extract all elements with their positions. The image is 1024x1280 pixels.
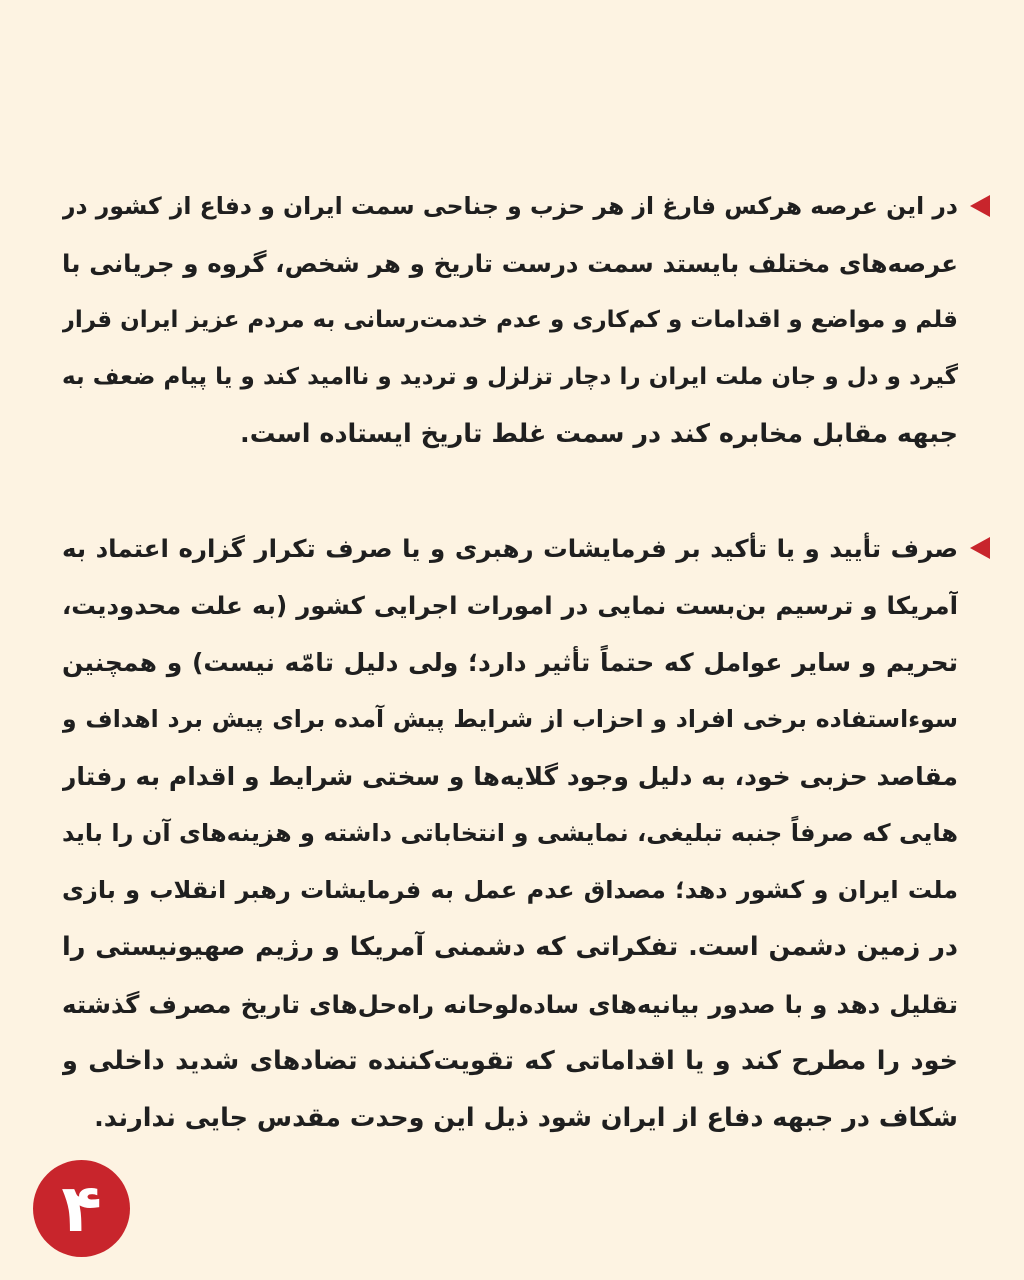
- paragraph-line: تحریم و سایر عوامل که حتماً تأثیر دارد؛ ولی دلیل تامّه نیست) و همچنین: [62, 648, 958, 677]
- page-number-badge: ۴: [33, 1160, 130, 1257]
- paragraph-line: صرف تأیید و یا تأکید بر فرمایشات رهبری و یا صرف تکرار گزاره اعتماد به: [62, 534, 958, 563]
- paragraph-line: قلم و مواضع و اقدامات و کم‌کاری و عدم خدمت‌رسانی به مردم عزیز ایران قرار: [62, 307, 958, 333]
- paragraph-line: شکاف در جبهه دفاع از ایران شود ذیل این وحدت مقدس جایی ندارند.: [94, 1103, 958, 1133]
- triangle-bullet-icon: [970, 195, 990, 217]
- paragraph-line: تقلیل دهد و با صدور بیانیه‌های ساده‌لوحانه راه‌حل‌های تاریخ مصرف گذشته: [62, 990, 958, 1019]
- paragraph-line: در زمین دشمن است. تفکراتی که دشمنی آمریکا و رژیم صهیونیستی را: [62, 932, 958, 962]
- paragraph-line: خود را مطرح کند و یا اقداماتی که تقویت‌کننده تضادهای شدید داخلی و: [62, 1046, 958, 1076]
- paragraph-line: گیرد و دل و جان ملت ایران را دچار تزلزل و تردید و ناامید کند و یا پیام ضعف به: [62, 364, 958, 390]
- paragraph-2: [62, 520, 958, 1147]
- paragraph-line: آمریکا و ترسیم بن‌بست نمایی در امورات اجرایی کشور (به علت محدودیت،: [62, 591, 958, 620]
- paragraph-line: عرصه‌های مختلف بایستد سمت درست تاریخ و هر شخص، گروه و جریانی با: [62, 249, 958, 278]
- paragraph-1: [62, 178, 958, 463]
- paragraph-line: جبهه مقابل مخابره کند در سمت غلط تاریخ ایستاده است.: [240, 419, 958, 449]
- triangle-bullet-icon: [970, 537, 990, 559]
- paragraph-line: مقاصد حزبی خود، به دلیل وجود گلایه‌ها و سختی شرایط و اقدام به رفتار: [62, 762, 958, 791]
- paragraph-line: ملت ایران و کشور دهد؛ مصداق عدم عمل به فرمایشات رهبر انقلاب و بازی: [62, 876, 958, 904]
- paragraph-line: هایی که صرفاً جنبه تبلیغی، نمایشی و انتخاباتی داشته و هزینه‌های آن را باید: [62, 819, 958, 847]
- paragraph-line: سوءاستفاده برخی افراد و احزاب از شرایط پیش آمده برای پیش برد اهداف و: [62, 705, 958, 733]
- paragraph-line: در این عرصه هرکس فارغ از هر حزب و جناحی سمت ایران و دفاع از کشور در: [62, 192, 958, 220]
